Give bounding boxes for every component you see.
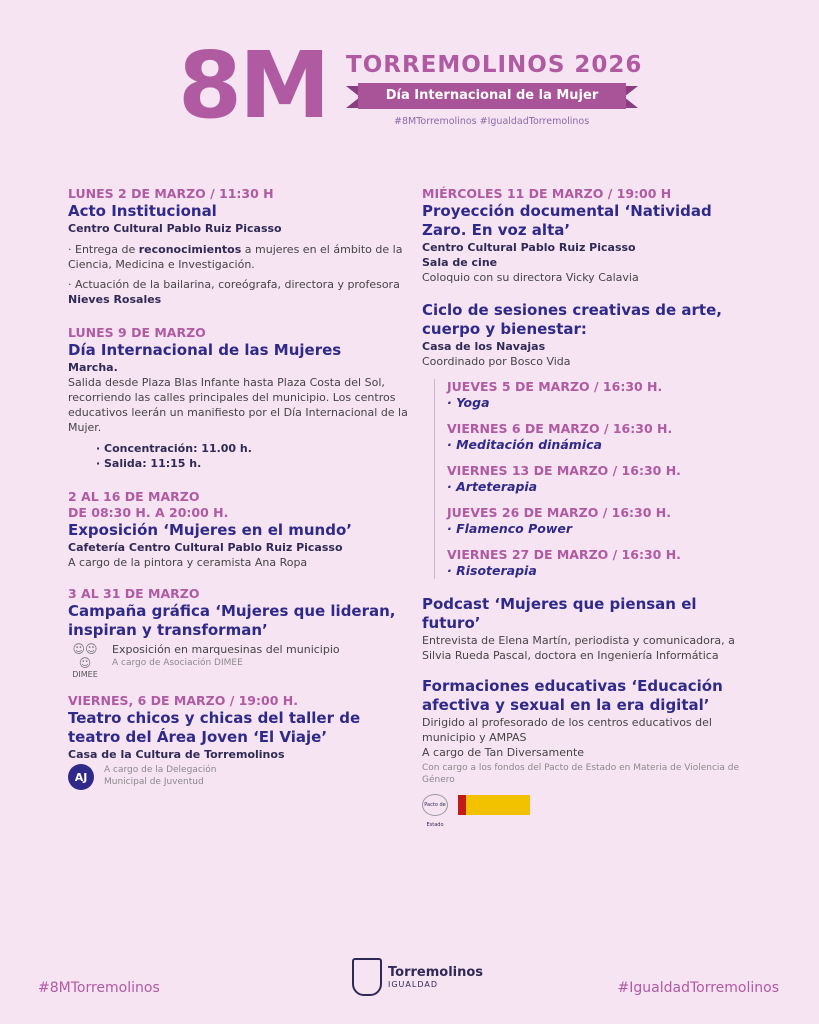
pacto-estado-logo-icon: Pacto de Estado bbox=[422, 794, 448, 816]
event-campana bbox=[68, 586, 413, 679]
session-date: JUEVES 26 DE MARZO / 16:30 H. bbox=[447, 505, 671, 520]
ribbon-text: Día Internacional de la Mujer bbox=[385, 88, 599, 103]
session-date: JUEVES 5 DE MARZO / 16:30 H. bbox=[447, 379, 663, 394]
session-date: VIERNES 6 DE MARZO / 16:30 H. bbox=[447, 421, 673, 436]
event-time: · Concentración: 11.00 h. bbox=[96, 442, 252, 455]
event-date: VIERNES, 6 DE MARZO / 19:00 H. bbox=[68, 693, 298, 708]
session-date: VIERNES 27 DE MARZO / 16:30 H. bbox=[447, 547, 681, 562]
session-name: · Flamenco Power bbox=[447, 521, 573, 536]
dimee-logo-icon: ☺☺☺ DIMEE bbox=[72, 642, 98, 679]
header-hashtags: #8MTorremolinos #IgualdadTorremolinos bbox=[394, 116, 590, 127]
event-place: Centro Cultural Pablo Ruiz Picasso bbox=[422, 241, 636, 254]
event-acto-institucional bbox=[68, 186, 413, 307]
shield-icon bbox=[352, 958, 382, 996]
event-place: Casa de los Navajas bbox=[422, 340, 546, 353]
event-room: Sala de cine bbox=[422, 256, 498, 269]
right-column bbox=[422, 186, 752, 828]
session-item bbox=[447, 421, 752, 453]
event-title: Ciclo de sesiones creativas de arte, cuerpo y bienestar: bbox=[422, 301, 722, 338]
event-text: Dirigido al profesorado de los centros educativos del municipio y AMPAS bbox=[422, 716, 712, 744]
event-text: A cargo de Tan Diversamente bbox=[422, 746, 585, 759]
header-city: TORREMOLINOS 2026 bbox=[346, 52, 643, 78]
header-ribbon bbox=[346, 82, 638, 112]
event-date: 2 AL 16 DE MARZO bbox=[68, 489, 200, 504]
session-item bbox=[447, 379, 752, 411]
event-date: DE 08:30 H. A 20:00 H. bbox=[68, 505, 229, 520]
session-item bbox=[447, 547, 752, 579]
session-name: · Meditación dinámica bbox=[447, 437, 602, 452]
event-date: LUNES 9 DE MARZO bbox=[68, 325, 206, 340]
logo-8m: 8M bbox=[178, 32, 328, 139]
event-title: Teatro chicos y chicas del taller de teatro del Área Joven ‘El Viaje’ bbox=[68, 709, 361, 746]
event-text: Salida desde Plaza Blas Infante hasta Plaza Costa del Sol, recorriendo las calles principales del municipio. Los centros educativos leerán un manifiesto por el Día Internacional de la Mujer. bbox=[68, 376, 408, 434]
event-dia-internacional bbox=[68, 325, 413, 471]
event-teatro bbox=[68, 693, 413, 790]
event-time: · Salida: 11:15 h. bbox=[96, 457, 202, 470]
gobierno-logo-icon bbox=[458, 795, 530, 815]
event-title: Formaciones educativas ‘Educación afectiva y sexual en la era digital’ bbox=[422, 677, 723, 714]
event-title: Exposición ‘Mujeres en el mundo’ bbox=[68, 521, 352, 539]
event-title: Día Internacional de las Mujeres bbox=[68, 341, 342, 359]
event-text: Exposición en marquesinas del municipio bbox=[112, 643, 340, 656]
session-name: · Arteterapia bbox=[447, 479, 538, 494]
event-place: Cafetería Centro Cultural Pablo Ruiz Picasso bbox=[68, 541, 343, 554]
event-exposicion bbox=[68, 489, 413, 570]
event-proyeccion bbox=[422, 186, 752, 285]
session-item bbox=[447, 463, 752, 495]
event-text: A cargo de la pintora y ceramista Ana Ropa bbox=[68, 556, 308, 569]
event-title: Campaña gráfica ‘Mujeres que lideran, inspiran y transforman’ bbox=[68, 602, 396, 639]
event-organizer: A cargo de Asociación DIMEE bbox=[112, 658, 243, 668]
event-date: MIÉRCOLES 11 DE MARZO / 19:00 H bbox=[422, 186, 672, 201]
area-joven-logo-icon: AJ bbox=[68, 764, 94, 790]
brand-name: Torremolinos bbox=[388, 965, 484, 980]
session-list bbox=[434, 379, 752, 579]
torremolinos-logo bbox=[352, 958, 483, 996]
event-bullet: · Actuación de la bailarina, coreógrafa, directora y profesora Nieves Rosales bbox=[68, 278, 400, 306]
session-date: VIERNES 13 DE MARZO / 16:30 H. bbox=[447, 463, 681, 478]
funding-note: Con cargo a los fondos del Pacto de Estado en Materia de Violencia de Género bbox=[422, 763, 740, 785]
event-place: Casa de la Cultura de Torremolinos bbox=[68, 748, 285, 761]
session-name: · Risoterapia bbox=[447, 563, 537, 578]
event-text: Coordinado por Bosco Vida bbox=[422, 355, 571, 368]
event-place: Centro Cultural Pablo Ruiz Picasso bbox=[68, 222, 282, 235]
session-item bbox=[447, 505, 752, 537]
dimee-block bbox=[68, 642, 413, 679]
event-ciclo bbox=[422, 301, 752, 579]
aj-block bbox=[68, 764, 413, 790]
event-organizer: A cargo de la Delegación Municipal de Juventud bbox=[104, 765, 217, 787]
event-formaciones bbox=[422, 677, 752, 828]
event-date: LUNES 2 DE MARZO / 11:30 H bbox=[68, 186, 274, 201]
event-bullet: · Entrega de reconocimientos a mujeres en el ámbito de la Ciencia, Medicina e Investigación. bbox=[68, 243, 403, 271]
session-name: · Yoga bbox=[447, 395, 490, 410]
event-date: 3 AL 31 DE MARZO bbox=[68, 586, 200, 601]
event-title: Podcast ‘Mujeres que piensan el futuro’ bbox=[422, 595, 697, 632]
event-title: Acto Institucional bbox=[68, 202, 217, 220]
sponsor-logos bbox=[422, 794, 752, 828]
event-title: Proyección documental ‘Natividad Zaro. En voz alta’ bbox=[422, 202, 712, 239]
event-text: Entrevista de Elena Martín, periodista y comunicadora, a Silvia Rueda Pascal, doctora en Ingeniería Informática bbox=[422, 634, 735, 662]
event-text: Coloquio con su directora Vicky Calavia bbox=[422, 271, 639, 284]
event-podcast bbox=[422, 595, 752, 663]
footer-hashtag-left: #8MTorremolinos bbox=[38, 980, 160, 996]
left-column bbox=[68, 186, 413, 790]
event-subtitle: Marcha. bbox=[68, 361, 118, 374]
brand-sub: IGUALDAD bbox=[388, 980, 438, 989]
footer-hashtag-right: #IgualdadTorremolinos bbox=[617, 980, 779, 996]
